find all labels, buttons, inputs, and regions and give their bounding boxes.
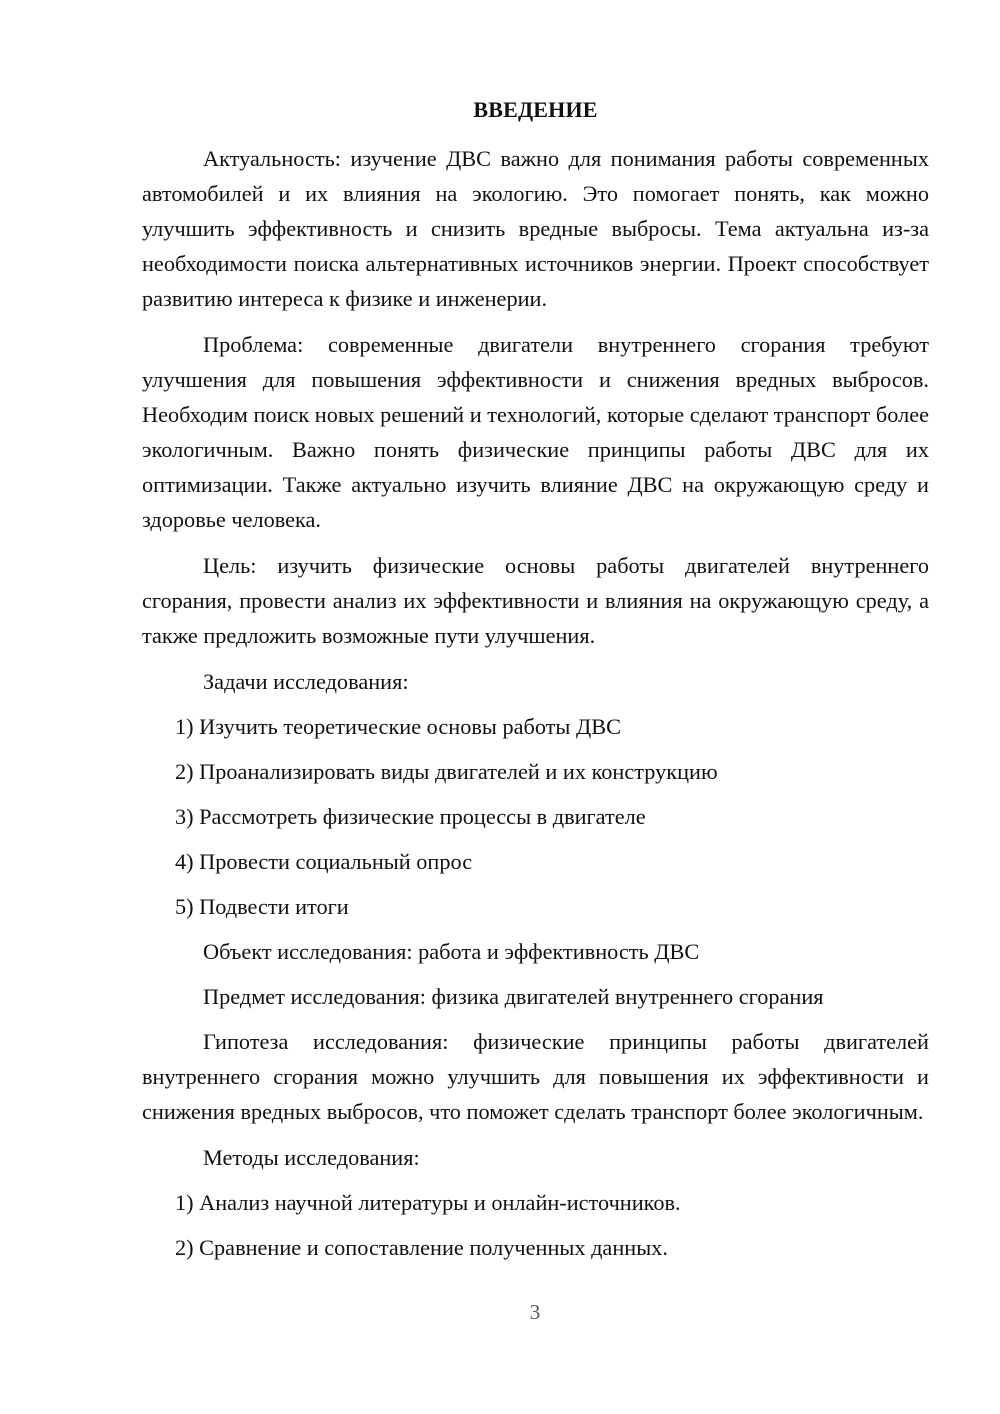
list-item: 1) Изучить теоретические основы работы ДВС [175,714,621,739]
tasks-list [142,709,929,924]
list-item: 1) Анализ научной литературы и онлайн-источников. [175,1190,681,1215]
object-paragraph: Объект исследования: работа и эффективность ДВС [203,939,700,964]
methods-list [142,1185,929,1265]
section-title: ВВЕДЕНИЕ [473,97,598,122]
list-item: 2) Сравнение и сопоставление полученных данных. [175,1235,668,1260]
methods-heading: Методы исследования: [203,1145,420,1170]
list-item: 3) Рассмотреть физические процессы в двигателе [175,804,646,829]
relevance-paragraph: Актуальность: изучение ДВС важно для понимания работы современных автомобилей и их влияния на экологию. Это помогает понять, как можно улучшить эффективность и снизить вредные выбросы. Тема актуальна из-за необходимости поиска альтернативных источников энергии. Проект способствует развитию интереса к физике и инженерии. [142,146,929,311]
subject-paragraph: Предмет исследования: физика двигателей внутреннего сгорания [203,984,824,1009]
list-item: 2) Проанализировать виды двигателей и их конструкцию [175,759,718,784]
list-item: 4) Провести социальный опрос [175,849,473,874]
hypothesis-paragraph: Гипотеза исследования: физические принципы работы двигателей внутреннего сгорания можно улучшить для повышения их эффективности и снижения вредных выбросов, что поможет сделать транспорт более экологичным. [142,1029,929,1124]
page-number: 3 [529,1300,541,1324]
page-content [142,96,929,1275]
list-item: 5) Подвести итоги [175,894,349,919]
problem-paragraph: Проблема: современные двигатели внутреннего сгорания требуют улучшения для повышения эффективности и снижения вредных выбросов. Необходим поиск новых решений и технологий, которые сделают транспорт более экологичным. Важно понять физические принципы работы ДВС для их оптимизации. Также актуально изучить влияние ДВС на окружающую среду и здоровье человека. [142,332,929,532]
goal-paragraph: Цель: изучить физические основы работы двигателей внутреннего сгорания, провести анализ их эффективности и влияния на окружающую среду, а также предложить возможные пути улучшения. [142,553,929,648]
tasks-heading: Задачи исследования: [203,669,409,694]
